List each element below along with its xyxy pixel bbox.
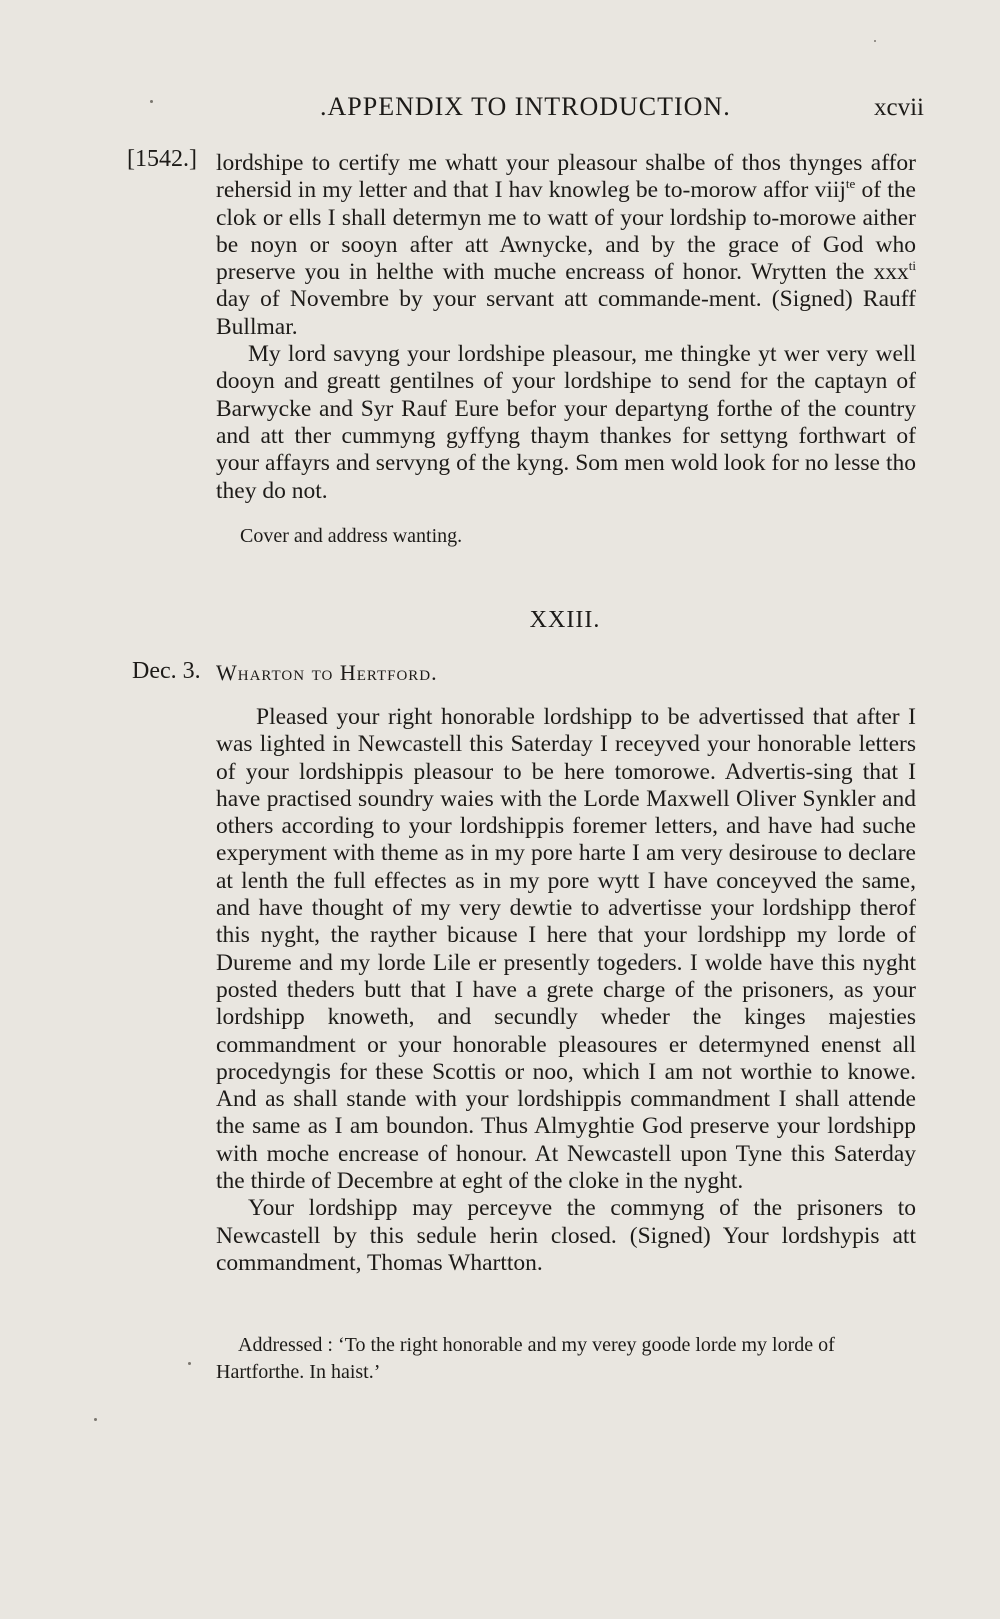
text-segment: day of Novembre by your servant att commande-ment. (Signed) Rauff Bullmar. <box>216 286 916 340</box>
text-segment: lordshipe to certify me whatt your pleasour shalbe of thos thynges affor rehersid in my letter and that I hav knowleg be to-morow affor viij <box>216 150 916 204</box>
section-number: XXIII. <box>529 607 601 633</box>
running-title: .APPENDIX TO INTRODUCTION. <box>320 92 731 121</box>
superscript: te <box>845 176 856 192</box>
cover-note: Cover and address wanting. <box>240 525 463 547</box>
letter-xxii-end <box>216 150 916 505</box>
margin-date: Dec. 3. <box>132 658 201 684</box>
letter-xxii-paragraph-2: My lord savyng your lordshipe pleasour, me thingke yt wer very well dooyn and greatt gentilnes of your lordshipe to send for the captayn of Barwycke and Syr Rauf Eure befor your departyng forthe of the country and att ther cummyng gyffyng thaym thankes for settyng forthwart of your affayrs and servyng of the kyng. Som men wold look for no lesse tho they do not. <box>216 341 916 504</box>
paper-speck <box>150 100 153 103</box>
paper-speck <box>874 40 876 42</box>
letter-heading: Wharton to Hertford. <box>216 660 438 685</box>
margin-year: [1542.] <box>127 146 197 172</box>
page-header <box>0 92 1000 128</box>
paper-speck <box>94 1418 97 1421</box>
paper-speck <box>188 1362 191 1365</box>
letter-xxiii-paragraph-1: Pleased your right honorable lordshipp to be advertissed that after I was lighted in Newcastell this Saterday I receyved your honorable letters of your lordshippis pleasour to be here tomorowe. Advertis-sing that I have practised soundry waies with the Lorde Maxwell Oliver Synkler and others according to your lordshippis foremer letters, and have had suche experyment with theme as in my pore harte I am very desirouse to declare at lenth the full effectes as in my pore wytt I have conceyved the same, and have thought of my very dewtie to advertisse your lordshipp therof this nyght, the rayther bicause I here that your lordshipp my lorde of Dureme and my lorde Lile er presently togeders. I wolde have this nyght posted theders butt that I have a grete charge of the prisoners, as your lordshipp knoweth, and secundly wheder the kinges majesties commandment or your honorable pleasoures er determyned enenst all procedyngis for these Scottis or noo, which I am not worthie to knowe. And as shall stande with your lordshippis commandment I shall attende the same as I am boundon. Thus Almyghtie God preserve your lordshipp with moche encrease of honour. At Newcastell upon Tyne this Saterday the thirde of Decembre at eght of the cloke in the nyght. <box>216 704 916 1195</box>
letter-xxiii-body <box>216 704 916 1277</box>
text-segment: of the clok or ells I shall determyn me to watt of your lordship to-morowe aither be noyn or sooyn after att Awnycke, and by the grace of God who preserve you in helthe with muche encreass of honor. Wrytten the xxx <box>216 177 916 286</box>
page-number: xcvii <box>874 94 924 121</box>
superscript: ti <box>908 258 916 274</box>
letter-xxiii-paragraph-2: Your lordshipp may perceyve the commyng of the prisoners to Newcastell by this sedule herin closed. (Signed) Your lordshypis att commandment, Thomas Whartton. <box>216 1195 916 1276</box>
address-note: Addressed : ‘To the right honorable and my verey goode lorde my lorde of Hartforthe. In haist.’ <box>216 1334 835 1383</box>
letter-xxii-paragraph-1 <box>216 150 916 341</box>
